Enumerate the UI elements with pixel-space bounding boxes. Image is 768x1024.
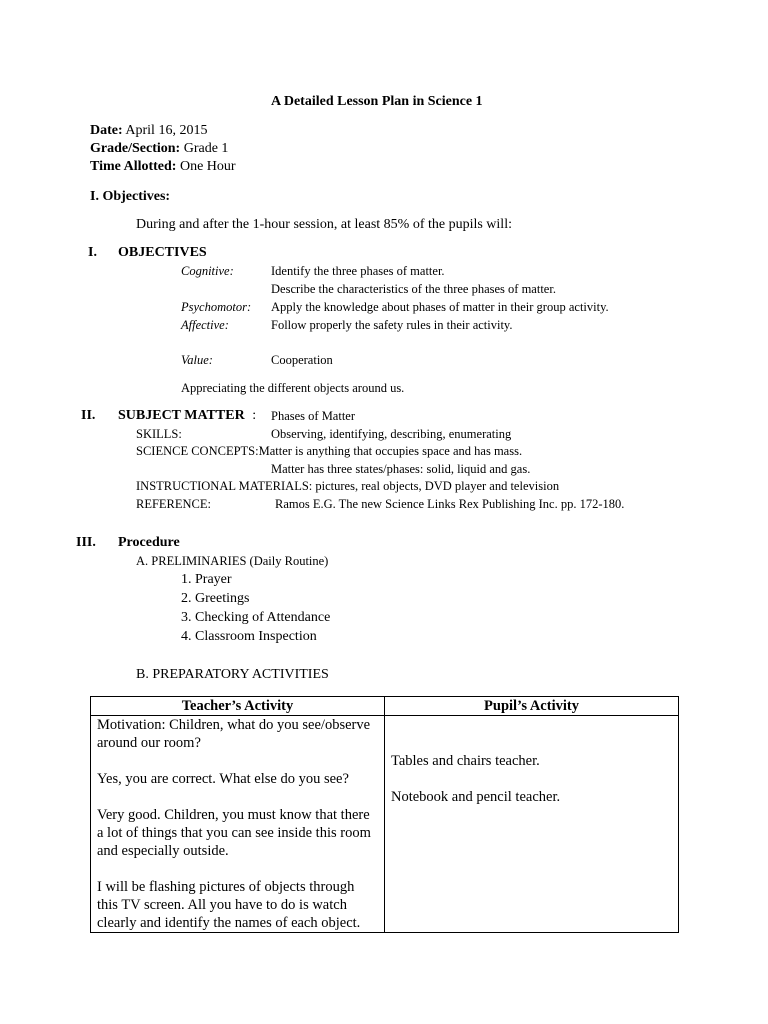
concepts-line xyxy=(136,444,522,459)
materials-text: INSTRUCTIONAL MATERIALS: pictures, real objects, DVD player and television xyxy=(136,479,560,493)
section2-colon: : xyxy=(252,408,257,423)
date-label: Date: xyxy=(90,123,123,138)
appreciation-text: Appreciating the different objects around us. xyxy=(181,381,405,395)
time-line xyxy=(90,159,236,175)
section3-number: III. xyxy=(76,535,96,550)
teacher-activity-header: Teacher’s Activity xyxy=(91,697,385,716)
section1-heading: OBJECTIVES xyxy=(118,245,207,260)
concepts-label: SCIENCE CONCEPTS: xyxy=(136,444,259,458)
grade-value: Grade 1 xyxy=(183,141,229,156)
section2-heading: SUBJECT MATTER xyxy=(118,408,245,423)
preliminaries-heading: A. PRELIMINARIES (Daily Routine) xyxy=(136,554,329,568)
preparatory-heading: B. PREPARATORY ACTIVITIES xyxy=(136,667,329,682)
cognitive-label: Cognitive: xyxy=(181,264,234,278)
teacher-activity-text: Very good. Children, you must know that there a lot of things that you can see inside this room and especially outside. xyxy=(97,807,371,859)
section3-heading: Procedure xyxy=(118,535,180,550)
reference-label: REFERENCE: xyxy=(136,497,212,511)
date-value: April 16, 2015 xyxy=(125,123,208,138)
cognitive-text-1: Identify the three phases of matter. xyxy=(271,264,445,278)
affective-label: Affective: xyxy=(181,318,229,332)
teacher-activity-cell xyxy=(91,716,385,933)
table-header-row xyxy=(91,697,679,716)
teacher-activity-text: Motivation: Children, what do you see/observe around our room? xyxy=(97,717,371,751)
teacher-activity-text: Yes, you are correct. What else do you see? xyxy=(97,771,349,787)
grade-line xyxy=(90,141,228,157)
grade-label: Grade/Section: xyxy=(90,141,181,156)
step-item: 2. Greetings xyxy=(181,591,250,606)
pupil-activity-text: Tables and chairs teacher. xyxy=(391,753,540,769)
value-label: Value: xyxy=(181,353,213,367)
pupil-activity-cell xyxy=(385,716,679,933)
time-value: One Hour xyxy=(179,159,236,174)
teacher-activity-text: I will be flashing pictures of objects through this TV screen. All you have to do is watch clearly and identify the names of each object. xyxy=(97,879,361,931)
step-item: 3. Checking of Attendance xyxy=(181,610,331,625)
affective-text: Follow properly the safety rules in their activity. xyxy=(271,318,513,332)
date-line xyxy=(90,123,207,139)
value-text: Cooperation xyxy=(271,353,333,367)
time-label: Time Allotted: xyxy=(90,159,177,174)
pupil-activity-header: Pupil’s Activity xyxy=(385,697,679,716)
section1-number: I. xyxy=(88,245,97,260)
psychomotor-text: Apply the knowledge about phases of matter in their group activity. xyxy=(271,300,609,314)
subject-topic: Phases of Matter xyxy=(271,409,356,423)
pupil-activity-text: Notebook and pencil teacher. xyxy=(391,789,561,805)
step-item: 1. Prayer xyxy=(181,572,232,587)
table-row xyxy=(91,716,679,933)
activity-table xyxy=(90,696,679,933)
skills-text: Observing, identifying, describing, enumerating xyxy=(271,427,512,441)
page-title: A Detailed Lesson Plan in Science 1 xyxy=(271,94,483,109)
concepts-text-1: Matter is anything that occupies space and has mass. xyxy=(258,444,523,458)
concepts-text-2: Matter has three states/phases: solid, liquid and gas. xyxy=(271,462,531,476)
step-item: 4. Classroom Inspection xyxy=(181,629,317,644)
reference-text: Ramos E.G. The new Science Links Rex Publishing Inc. pp. 172-180. xyxy=(275,497,625,511)
skills-label: SKILLS: xyxy=(136,427,182,441)
subject-matter-line xyxy=(118,408,256,424)
objectives-heading: I. Objectives: xyxy=(90,189,171,204)
section2-number: II. xyxy=(81,408,96,423)
psychomotor-label: Psychomotor: xyxy=(181,300,252,314)
objectives-intro: During and after the 1-hour session, at least 85% of the pupils will: xyxy=(136,217,512,232)
cognitive-text-2: Describe the characteristics of the three phases of matter. xyxy=(271,282,556,296)
